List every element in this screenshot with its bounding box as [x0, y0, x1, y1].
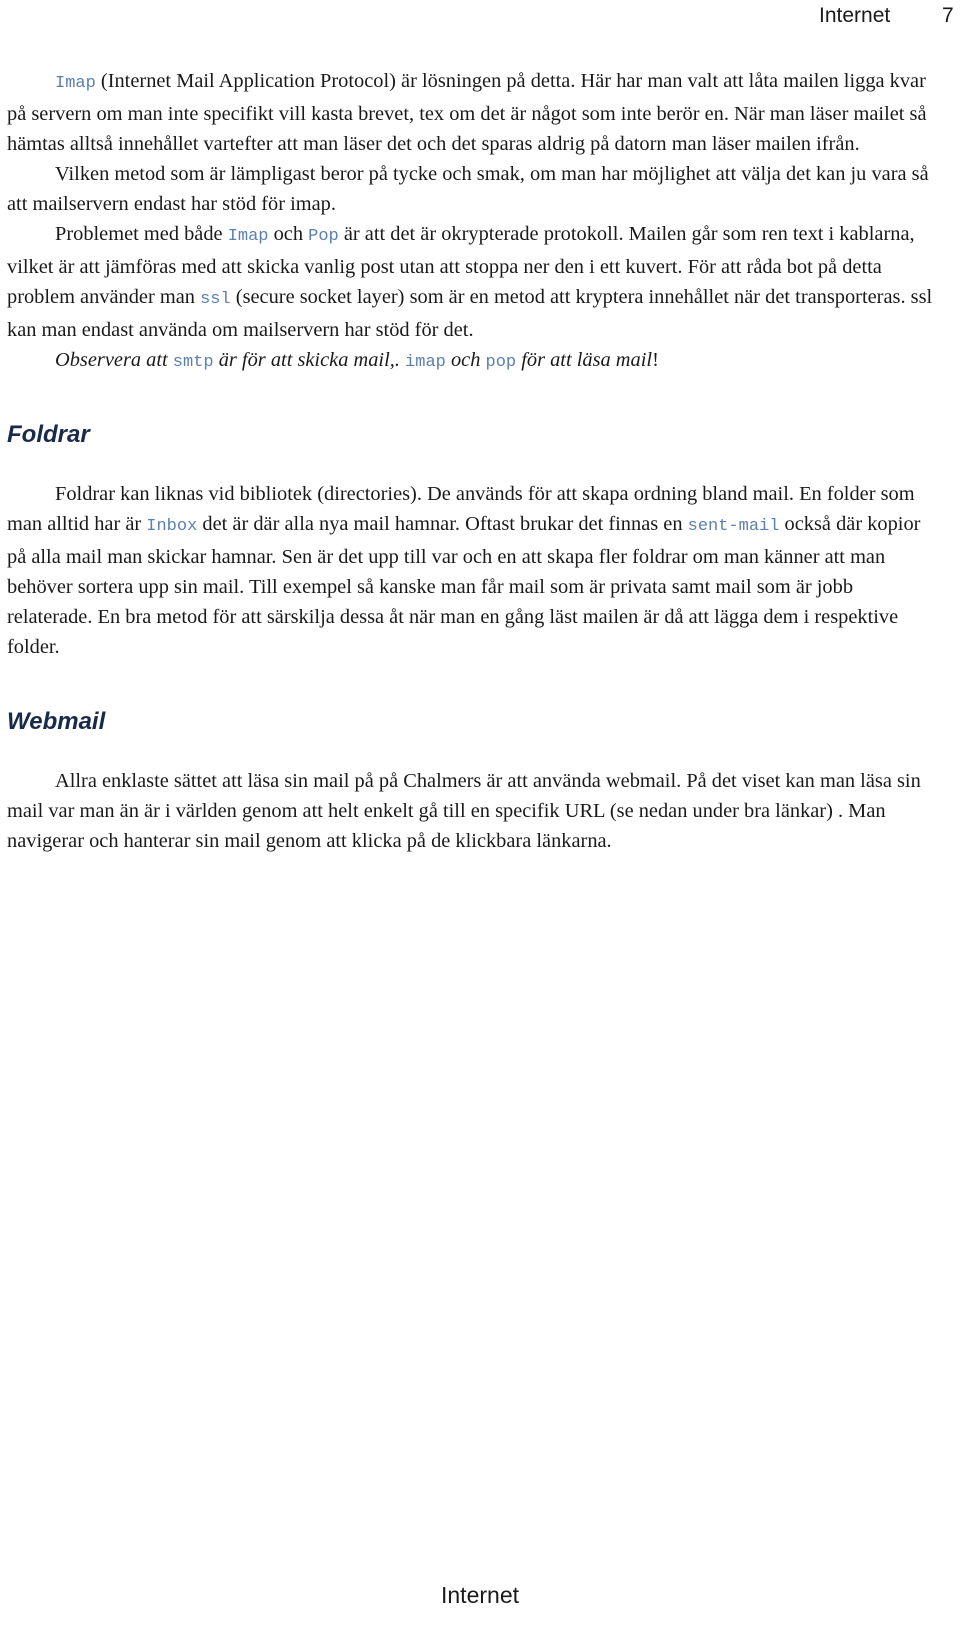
- running-header-title: Internet: [819, 4, 891, 27]
- code-imap: imap: [405, 353, 446, 372]
- code-pop: Pop: [308, 227, 339, 246]
- text-fragment: det är där alla nya mail hamnar. Oftast brukar det finnas en: [197, 513, 688, 535]
- paragraph-encryption: [7, 219, 943, 345]
- paragraph-text: Allra enklaste sättet att läsa sin mail på på Chalmers är att använda webmail. På det viset kan man läsa sin mail var man än är i världen genom att helt enkelt gå till en specifik URL (se nedan under bra länkar) . Man navigerar och hanterar sin mail genom att klicka på de klickbara länkarna.: [7, 770, 921, 852]
- paragraph-method: [7, 159, 943, 219]
- text-fragment: (secure socket layer) som är en metod att kryptera innehållet när det transporteras. ssl kan man endast använda om mailservern har stöd för det.: [7, 286, 933, 341]
- text-fragment: och: [445, 349, 486, 371]
- text-fragment: Observera att: [55, 349, 173, 371]
- text-fragment: Foldrar kan liknas vid bibliotek (directories). De används för att skapa ordning bland mail. En folder som man alltid har är: [7, 483, 915, 535]
- code-inbox: Inbox: [146, 517, 198, 536]
- code-sent-mail: sent-mail: [687, 517, 780, 536]
- paragraph-note: [7, 345, 943, 378]
- page-number: 7: [942, 4, 954, 27]
- text-fragment: !: [652, 349, 659, 371]
- paragraph-text: (Internet Mail Application Protocol) är lösningen på detta. Här har man valt att låta mailen ligga kvar på servern om man inte specifikt vill kasta brevet, tex om det är något som inte berör en. När man läser mailet så hämtas alltså innehållet vartefter att man läser det och det sparas aldrig på datorn man läser mailen ifrån.: [7, 70, 927, 155]
- section-heading-webmail: Webmail: [7, 708, 106, 735]
- text-fragment: är för att skicka mail,.: [213, 349, 406, 371]
- text-fragment: är att det är okrypterade protokoll. Mailen går som ren text i kablarna, vilket är att jämföras med att skicka vanlig post utan att stoppa ner den i ett kuvert. För att råda bot på detta problem använder man: [7, 223, 915, 308]
- footer-title: Internet: [441, 1582, 519, 1608]
- code-smtp: smtp: [172, 353, 214, 372]
- paragraph-webmail: [7, 766, 943, 856]
- code-pop: pop: [485, 353, 517, 372]
- paragraph-imap: [7, 66, 943, 159]
- text-fragment: och: [268, 223, 309, 245]
- text-fragment: också där kopior på alla mail man skickar hamnar. Sen är det upp till var och en att skapa fler foldrar om man känner att man behöver sortera upp sin mail. Till exempel så kanske man får mail som är privata samt mail som är jobb relaterade. En bra metod för att särskilja dessa åt när man en gång läst mailen är då att lägga dem i respektive folder.: [7, 513, 921, 658]
- code-imap: Imap: [227, 227, 269, 246]
- paragraph-text: Vilken metod som är lämpligast beror på tycke och smak, om man har möjlighet att välja det kan ju vara så att mailservern endast har stöd för imap.: [7, 163, 929, 215]
- code-imap: Imap: [55, 74, 96, 93]
- text-fragment: för att läsa mail: [516, 349, 653, 371]
- section-heading-foldrar: Foldrar: [7, 421, 90, 448]
- paragraph-foldrar: [7, 479, 943, 662]
- document-body: [7, 66, 943, 856]
- code-ssl: ssl: [200, 290, 231, 309]
- text-fragment: Problemet med både: [55, 223, 228, 245]
